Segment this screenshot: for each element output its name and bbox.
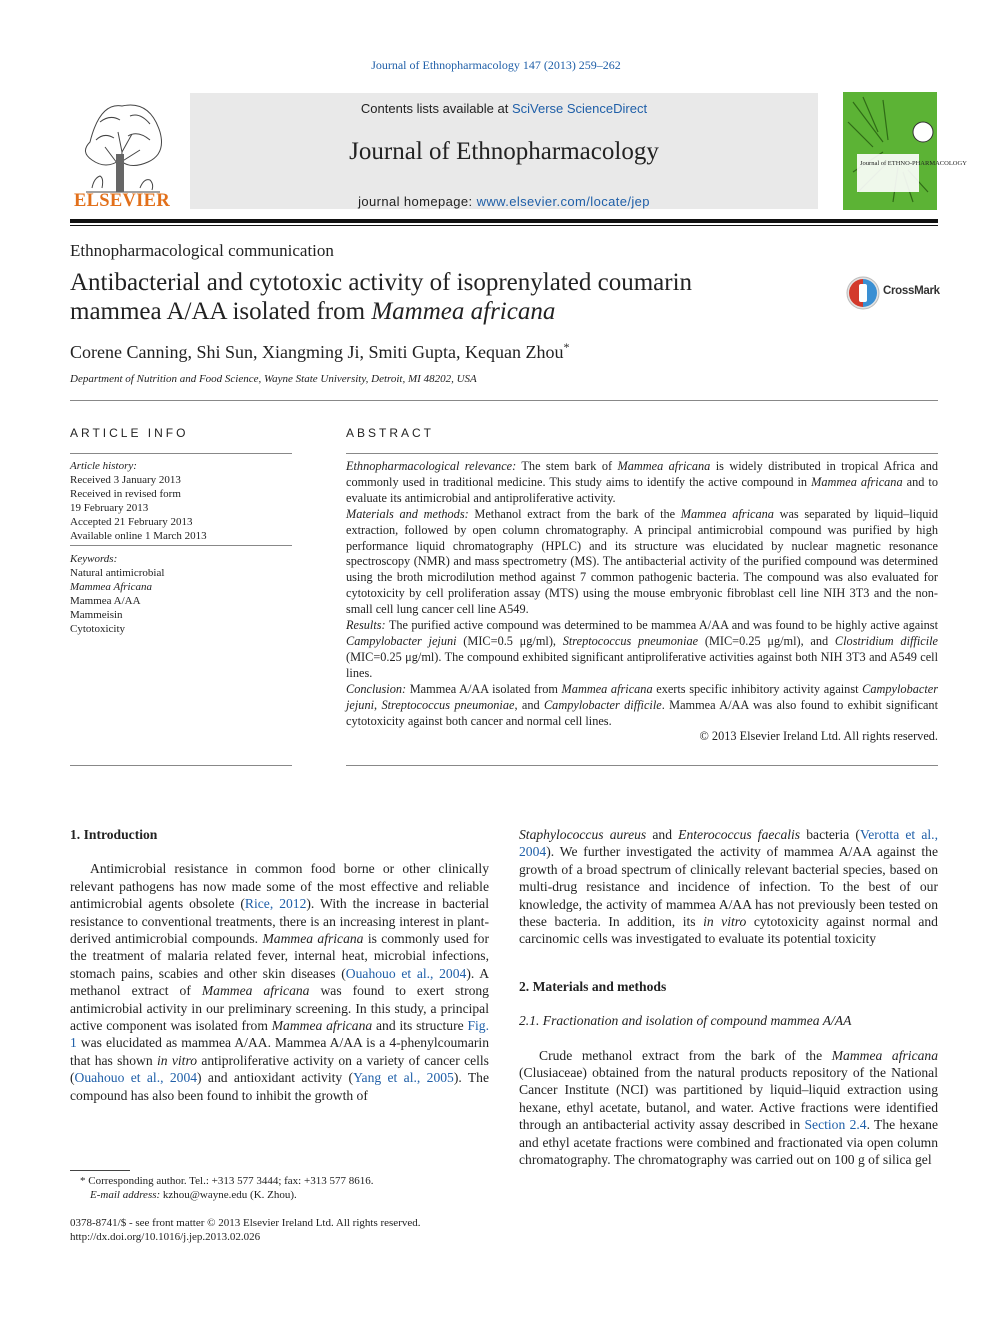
- text: , and: [514, 697, 544, 712]
- text: Crude methanol extract from the bark of the: [539, 1047, 832, 1063]
- footnotes: [70, 1174, 489, 1202]
- intro-paragraph-continued: [519, 826, 938, 948]
- text: and to evaluate its antimicrobial and antiproliferative activity.: [346, 474, 938, 505]
- reference-link[interactable]: Verotta et al., 2004: [519, 827, 938, 860]
- abstract-rule: [346, 765, 938, 766]
- journal-name: Journal of Ethnopharmacology: [349, 138, 659, 165]
- history-item: 19 February 2013: [70, 502, 149, 514]
- cover-title: Journal of ETHNO-PHARMACOLOGY: [860, 160, 967, 167]
- reference-link[interactable]: Ouahouo et al., 2004: [74, 1070, 198, 1086]
- article-title: [70, 268, 800, 326]
- info-rule: [70, 545, 292, 546]
- text: was separated by liquid–liquid extraction, followed by open column chromatography. A principal antimicrobial compound was purified by high performance liquid chromatography (HPLC) and its structure was elucidated by nuclear magnetic resonance spectroscopy (NMR) and mass spectrometry (MS). The antibacterial activity of the purified compound was determined using the broth microdilution method against 7 common pathogenic bacteria. The compound was also evaluated for cytotoxicity by cell proliferation assay (MTS) using the mouse embryonic fibroblast cell line NIH 3T3 and the non-small cell lung cancer cell line A549.: [346, 506, 938, 617]
- species: Campylobacter difficile: [543, 697, 662, 712]
- text: ). With the increase in bacterial resistance to conventional treatments, there is an increasing interest in plant-derived antimicrobial compounds.: [70, 896, 489, 947]
- body-column-left: [70, 826, 489, 1104]
- abstract-methods: [346, 507, 938, 618]
- article-history: [70, 459, 292, 543]
- abstract-relevance: [346, 459, 938, 507]
- reference-link[interactable]: Ouahouo et al., 2004: [345, 965, 467, 981]
- text: ). The compound has also been found to inhibit the growth of: [70, 1070, 490, 1103]
- history-item: Received in revised form: [70, 488, 181, 500]
- text: antiproliferative activity on a variety of cancer cells (: [70, 1052, 489, 1086]
- species: Enterococcus faecalis: [678, 827, 801, 842]
- elsevier-wordmark: ELSEVIER: [74, 191, 170, 211]
- keywords-label: Keywords:: [70, 553, 118, 565]
- species: Streptococcus pneumoniae: [562, 633, 699, 648]
- abstract-conclusion: [346, 682, 938, 730]
- text: ,: [374, 697, 382, 712]
- journal-citation[interactable]: Journal of Ethnopharmacology 147 (2013) 259–262: [371, 58, 621, 72]
- cover-leaf-icon: [843, 92, 967, 210]
- text: Antimicrobial resistance in common food borne or other clinically relevant pathogens has now made some of the most effective and reliable antimicrobial agents obsolete (: [70, 861, 489, 912]
- title-rule: [70, 400, 938, 401]
- keyword-item: Cytotoxicity: [70, 623, 125, 635]
- species: Staphylococcus aureus: [519, 827, 647, 842]
- section-link[interactable]: Section 2.4: [804, 1117, 867, 1133]
- article-info-heading: ARTICLE INFO: [70, 426, 189, 440]
- text: (MIC=0.25 μg/ml). The compound exhibited significant antiproliferative activities against both NIH 3T3 and A549 cell lines.: [346, 649, 938, 680]
- species: Mammea africana: [680, 506, 774, 521]
- contents-line: [190, 101, 818, 116]
- title-line-2: [70, 297, 800, 326]
- copyright: © 2013 Elsevier Ireland Ltd. All rights reserved.: [699, 729, 938, 744]
- methods-paragraph: [519, 1047, 938, 1169]
- text: (Clusiaceae) obtained from the natural products repository of the National Cancer Institute (NCI) was partitioned by liquid–liquid extraction using hexane, ethyl acetate, butanol, and water. Active fractions were identified through an antibacterial activity assay described in: [519, 1065, 938, 1133]
- body-column-right: [519, 826, 938, 1169]
- reference-link[interactable]: Rice, 2012: [244, 896, 307, 912]
- text: and its structure: [372, 1018, 468, 1034]
- history-label: Article history:: [70, 460, 137, 472]
- text: . Mammea A/AA was also found to exhibit significant cytotoxicity against both cancer and normal cell lines.: [346, 697, 938, 728]
- front-matter: [70, 1216, 500, 1244]
- species: Streptococcus pneumoniae: [381, 697, 515, 712]
- email-note: [70, 1188, 489, 1202]
- homepage-line: [190, 194, 818, 209]
- sciencedirect-link[interactable]: SciVerse ScienceDirect: [511, 101, 648, 116]
- text: bacteria (: [800, 827, 860, 842]
- text: Methanol extract from the bark of the: [468, 506, 681, 521]
- label: Ethnopharmacological relevance:: [346, 459, 517, 473]
- crossmark-button[interactable]: [845, 275, 940, 311]
- label: Conclusion:: [346, 681, 407, 696]
- text: The stem bark of: [516, 459, 618, 473]
- affiliation: Department of Nutrition and Food Science, Wayne State University, Detroit, MI 48202, USA: [70, 373, 477, 385]
- intro-paragraph: [70, 860, 489, 1104]
- info-rule: [70, 765, 292, 766]
- section-heading-methods: 2. Materials and methods: [519, 978, 667, 994]
- text: is widely distributed in tropical Africa and commonly used in traditional medicine. This study aims to identify the active compound in: [346, 459, 938, 489]
- crossmark-label: CrossMark: [883, 285, 940, 297]
- email-label: E-mail address:: [90, 1189, 161, 1201]
- history-item: Available online 1 March 2013: [70, 530, 207, 542]
- abstract-rule: [346, 453, 938, 454]
- text: (MIC=0.25 μg/ml), and: [698, 633, 835, 648]
- text: and: [646, 827, 679, 842]
- species: Mammea africana: [201, 983, 310, 999]
- text: exerts specific inhibitory activity against: [652, 681, 863, 696]
- header-rule-thin: [70, 225, 938, 226]
- figure-link[interactable]: Fig. 1: [70, 1018, 489, 1051]
- journal-homepage-link[interactable]: www.elsevier.com/locate/jep: [476, 194, 650, 209]
- species: Campylobacter jejuni: [346, 681, 938, 712]
- abstract-heading: ABSTRACT: [346, 426, 435, 440]
- species: Mammea africana: [617, 459, 711, 473]
- species: Campylobacter jejuni: [346, 633, 457, 648]
- text: ) and antioxidant activity (: [197, 1070, 354, 1086]
- corresponding-author-mark[interactable]: *: [563, 340, 570, 354]
- label: Results:: [346, 618, 386, 633]
- text: (MIC=0.5 μg/ml),: [456, 633, 563, 648]
- abstract-body: [346, 459, 938, 745]
- info-rule: [70, 453, 292, 454]
- subsection-heading: 2.1. Fractionation and isolation of compound mammea A/AA: [519, 1013, 852, 1029]
- title-species: Mammea africana: [371, 298, 556, 325]
- footnote-rule: [70, 1170, 130, 1171]
- abstract-results: [346, 618, 938, 682]
- text: was found to exert strong antimicrobial activity in our preliminary screening. In this study, a principal active component was isolated from: [70, 983, 489, 1034]
- text: cytotoxicity against normal and carcinomic cells was investigated to evaluate its potential toxicity: [519, 914, 938, 947]
- species: Mammea africana: [811, 474, 903, 489]
- crossmark-icon: [845, 275, 881, 311]
- keyword-item: Mammea A/AA: [70, 595, 141, 607]
- text: ). We further investigated the activity of mammea A/AA against the growth of a broad spectrum of clinically relevant bacterial species, based on multi-drug resistance and incidence of infection. To the best of our knowledge, the activity of mammea A/AA has not previously been tested on these bacteria. In addition, its: [519, 844, 938, 930]
- keywords: [70, 552, 292, 636]
- species: Mammea africana: [262, 931, 364, 947]
- text: is commonly used for the treatment of malaria related fever, internal heat, microbial infections, stomach pains, scabies and other skin diseases (: [70, 931, 489, 981]
- keyword-item: Mammea Africana: [70, 581, 152, 593]
- article-type: Ethnopharmacological communication: [70, 241, 334, 260]
- species: Clostridium difficile: [834, 633, 938, 648]
- authors-text: Corene Canning, Shi Sun, Xiangming Ji, Smiti Gupta, Kequan Zhou: [70, 342, 564, 362]
- reference-link[interactable]: Yang et al., 2005: [353, 1070, 454, 1086]
- email-address[interactable]: kzhou@wayne.edu (K. Zhou).: [160, 1189, 297, 1201]
- text: The purified active compound was determined to be mammea A/AA and was found to be highly active against: [385, 618, 938, 633]
- text: in vitro: [156, 1052, 198, 1068]
- species: Mammea africana: [831, 1047, 938, 1063]
- keyword-item: Mammeisin: [70, 609, 123, 621]
- author-list: [70, 340, 569, 363]
- corresponding-author-note: * Corresponding author. Tel.: +313 577 3444; fax: +313 577 8616.: [80, 1175, 374, 1187]
- title-line-1: Antibacterial and cytotoxic activity of isoprenylated coumarin: [70, 269, 693, 296]
- homepage-prefix: journal homepage:: [358, 194, 477, 209]
- keyword-item: Natural antimicrobial: [70, 567, 165, 579]
- history-item: Received 3 January 2013: [70, 474, 181, 486]
- issn-copyright: 0378-8741/$ - see front matter © 2013 Elsevier Ireland Ltd. All rights reserved.: [70, 1217, 421, 1229]
- history-item: Accepted 21 February 2013: [70, 516, 193, 528]
- text: . The hexane and ethyl acetate fractions were combined and fractionated via open column chromatography. The chromatography was carried out on 100 g of silica gel: [519, 1117, 939, 1168]
- header-rule: [70, 219, 938, 223]
- species: Mammea africana: [561, 681, 653, 696]
- text: Mammea A/AA isolated from: [406, 681, 562, 696]
- contents-prefix: Contents lists available at: [360, 101, 512, 116]
- title-line-2-text: mammea A/AA isolated from: [70, 298, 372, 325]
- species: Mammea africana: [271, 1018, 373, 1034]
- label: Materials and methods:: [346, 506, 469, 521]
- text: was elucidated as mammea A/AA. Mammea A/AA is a 4-phenylcoumarin that has shown: [70, 1035, 489, 1068]
- text: ). A methanol extract of: [70, 965, 490, 999]
- journal-cover-thumbnail: [843, 92, 967, 210]
- doi-link[interactable]: http://dx.doi.org/10.1016/j.jep.2013.02.026: [70, 1231, 261, 1243]
- text: in vitro: [703, 914, 747, 930]
- section-heading-introduction: 1. Introduction: [70, 827, 158, 842]
